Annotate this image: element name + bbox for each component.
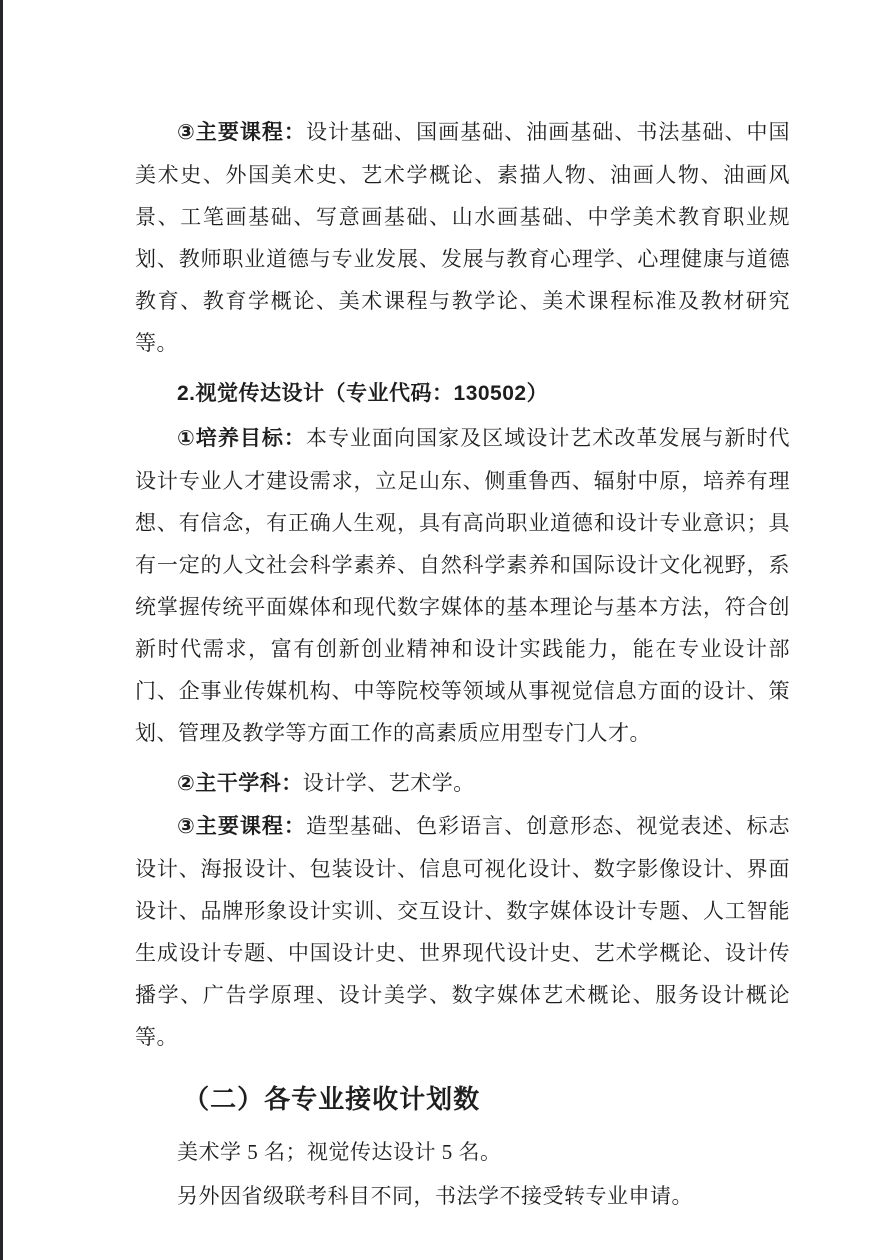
document-body xyxy=(135,0,790,1217)
paragraph-design-courses xyxy=(135,805,790,1058)
text-core-disciplines: 设计学、艺术学。 xyxy=(302,771,475,795)
label-core-disciplines: ②主干学科： xyxy=(177,772,303,795)
paragraph-core-disciplines xyxy=(135,762,790,805)
text-training-objectives: 本专业面向国家及区域设计艺术改革发展与新时代设计专业人才建设需求，立足山东、侧重鲁西、辐射中原，培养有理想、有信念，有正确人生观，具有高尚职业道德和设计专业意识；具有一定的人文社会科学素养、自然科学素养和国际设计文化视野，系统掌握传统平面媒体和现代数字媒体的基本理论与基本方法，符合创新时代需求，富有创新创业精神和设计实践能力，能在专业设计部门、企事业传媒机构、中等院校等领域从事视觉信息方面的设计、策划、管理及教学等方面工作的高素质应用型专门人才。 xyxy=(135,426,791,745)
paragraph-fine-arts-courses xyxy=(135,111,790,364)
line-quota: 美术学 5 名；视觉传达设计 5 名。 xyxy=(177,1140,502,1164)
heading-visual-communication-design: 2.视觉传达设计（专业代码：130502） xyxy=(177,382,549,405)
text-design-courses: 造型基础、色彩语言、创意形态、视觉表述、标志设计、海报设计、包装设计、信息可视化设计、数字影像设计、界面设计、品牌形象设计实训、交互设计、数字媒体设计专题、人工智能生成设计专题、中国设计史、世界现代设计史、艺术学概论、设计传播学、广告学原理、设计美学、数字媒体艺术概论、服务设计概论等。 xyxy=(135,814,791,1049)
label-training-objectives: ①培养目标： xyxy=(177,427,306,450)
label-fine-arts-courses: ③主要课程： xyxy=(177,121,306,144)
text-fine-arts-courses: 设计基础、国画基础、油画基础、书法基础、中国美术史、外国美术史、艺术学概论、素描人物、油画人物、油画风景、工笔画基础、写意画基础、山水画基础、中学美术教育职业规划、教师职业道德与专业发展、发展与教育心理学、心理健康与道德教育、教育学概论、美术课程与教学论、美术课程标准及教材研究等。 xyxy=(135,120,791,355)
scan-edge-line xyxy=(0,0,3,1260)
heading-admission-quota: （二）各专业接收计划数 xyxy=(183,1084,481,1114)
paragraph-training-objectives xyxy=(135,417,790,754)
line-note: 另外因省级联考科目不同，书法学不接受转专业申请。 xyxy=(177,1184,693,1208)
label-design-courses: ③主要课程： xyxy=(177,815,306,838)
